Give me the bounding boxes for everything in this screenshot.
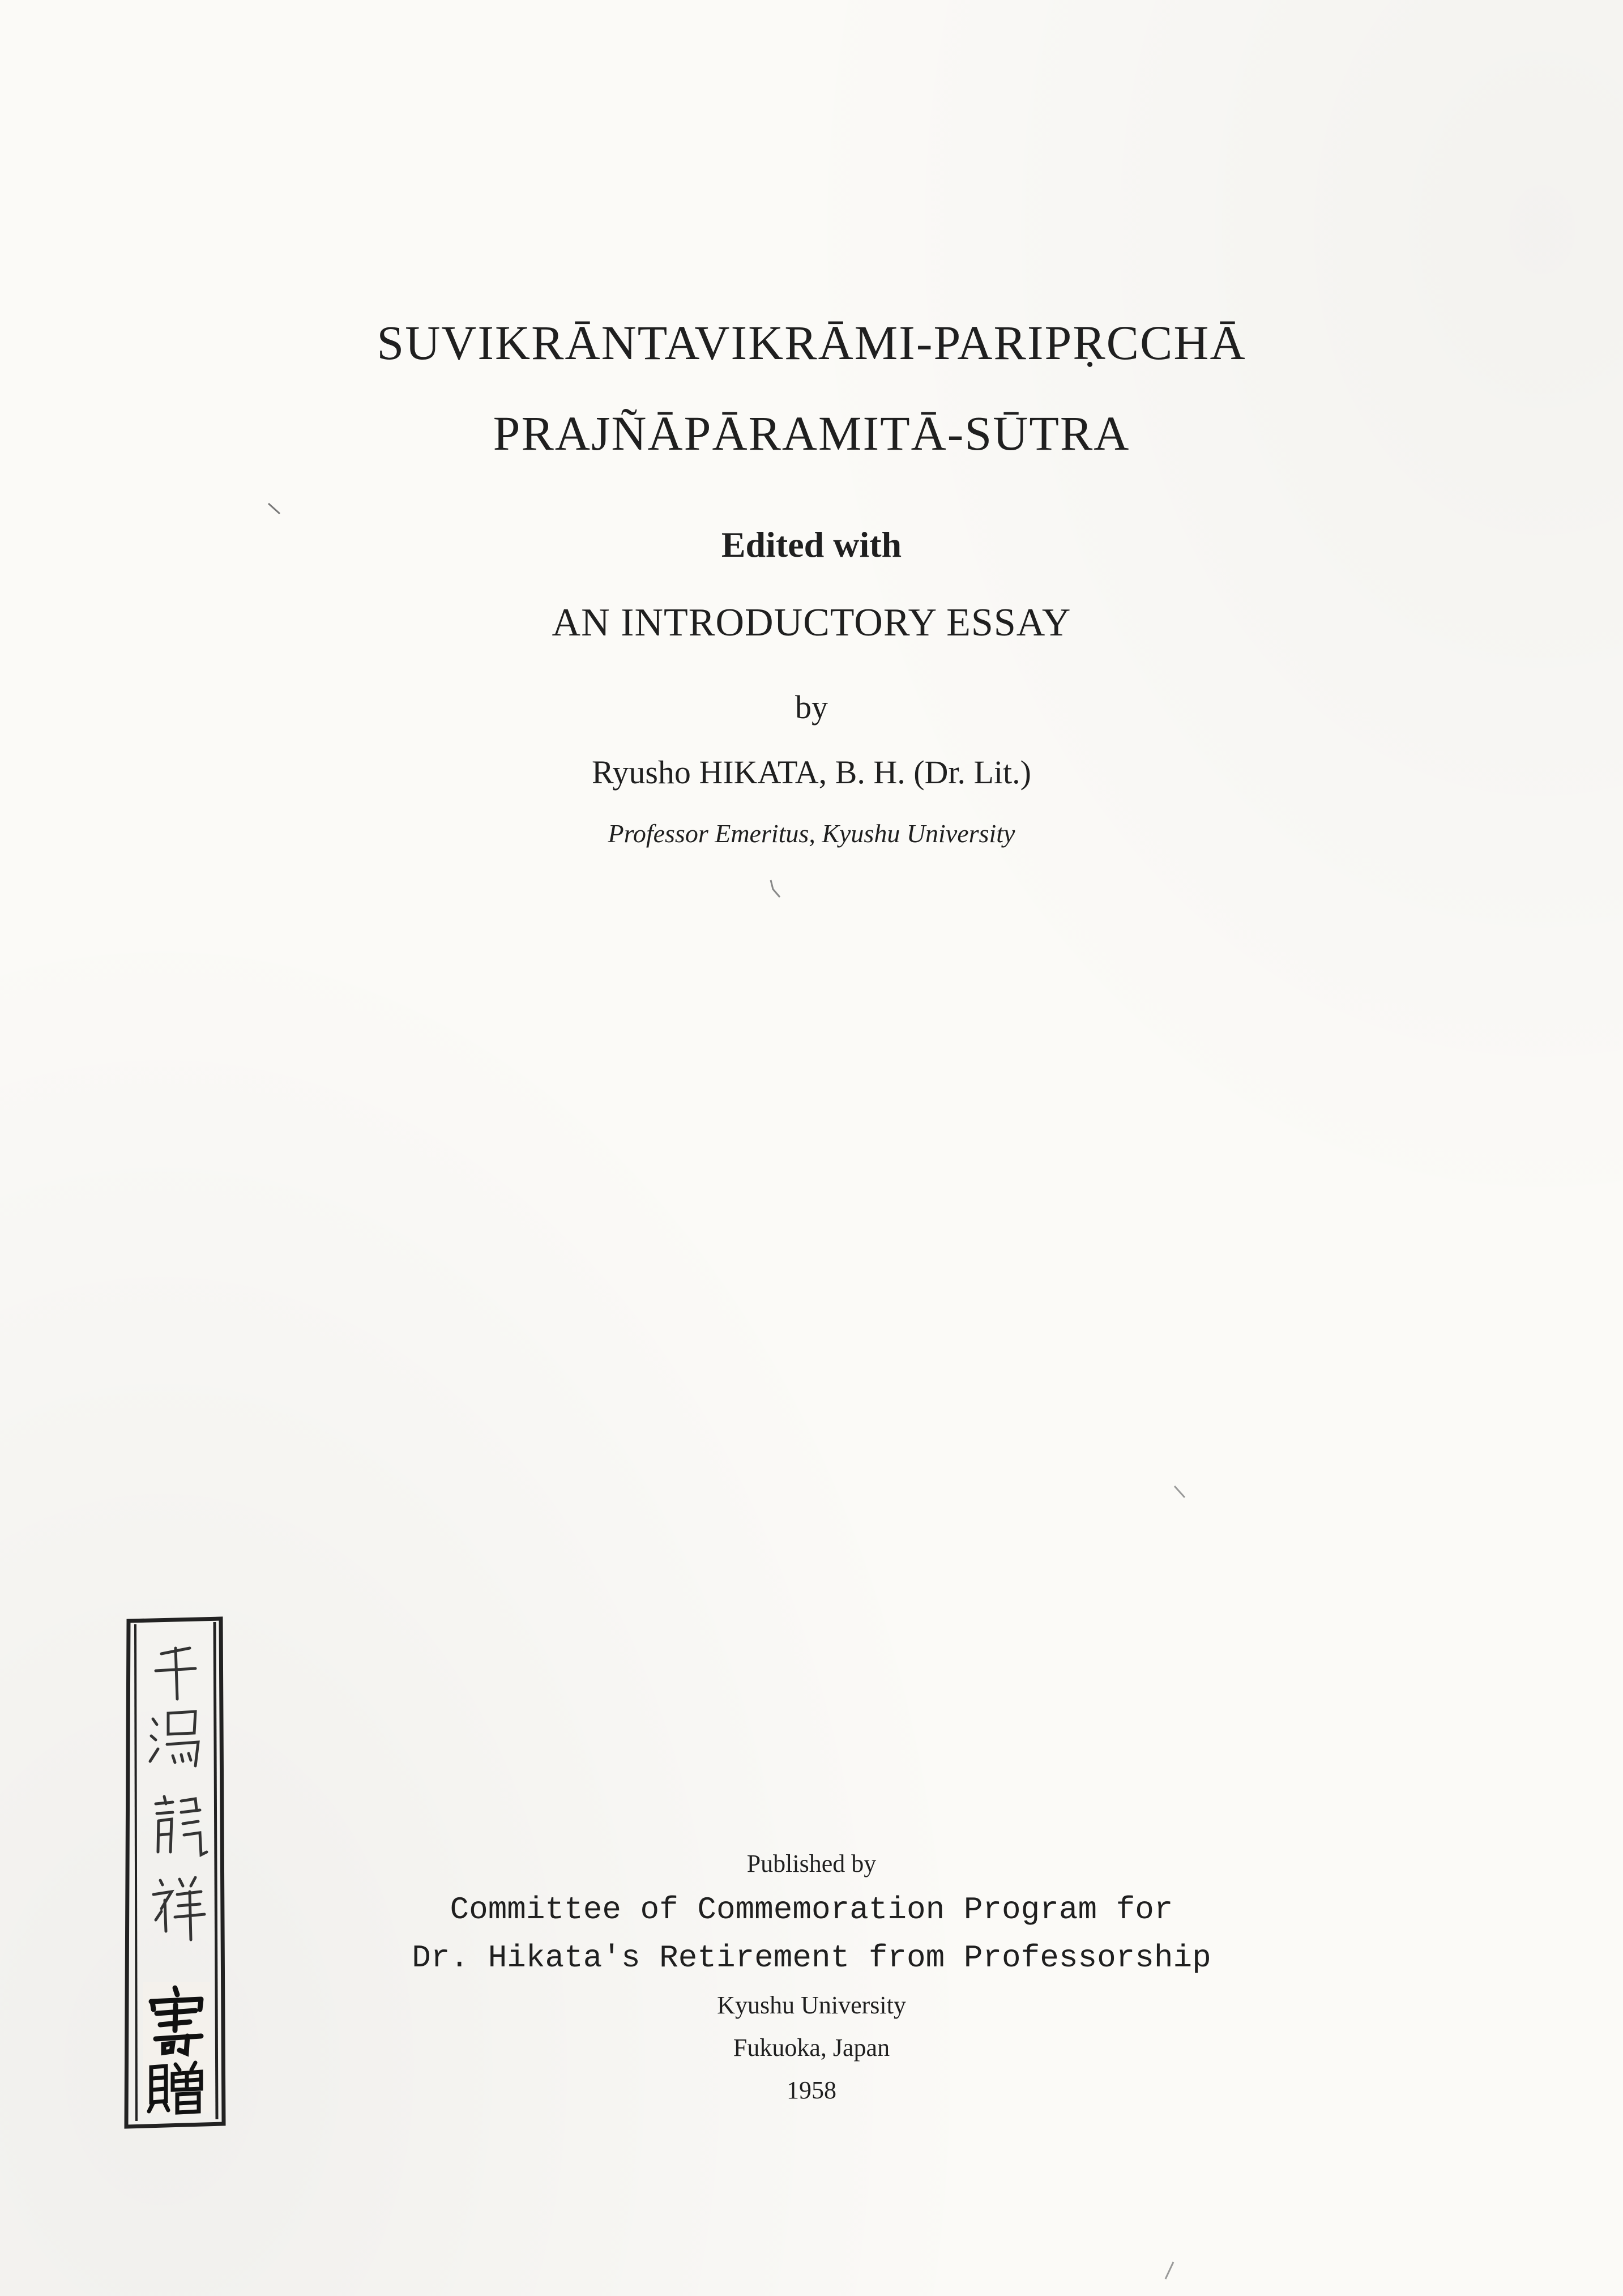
scan-mark-icon (266, 501, 283, 518)
title-line-2: PRAJÑĀPĀRAMITĀ-SŪTRA (493, 406, 1130, 460)
edited-with: Edited with (721, 524, 902, 565)
scan-mark-icon (1161, 2260, 1178, 2282)
scan-mark-icon (1172, 1484, 1189, 1501)
published-by: Published by (746, 1850, 877, 1877)
publication-year: 1958 (787, 2076, 836, 2104)
title-line-1: SUVIKRĀNTAVIKRĀMI-PARIPṚCCHĀ (377, 315, 1246, 370)
scan-mark-icon (767, 878, 784, 901)
by-label: by (795, 689, 828, 725)
donation-seal-icon (116, 1614, 232, 2129)
publisher-university: Kyushu University (717, 1991, 906, 2019)
publisher-retirement: Dr. Hikata's Retirement from Professorship (412, 1940, 1211, 1976)
affiliation: Professor Emeritus, Kyushu University (608, 819, 1015, 848)
subtitle: AN INTRODUCTORY ESSAY (552, 601, 1071, 645)
publisher-committee: Committee of Commemoration Program for (450, 1892, 1173, 1928)
publisher-city: Fukuoka, Japan (733, 2034, 890, 2062)
author: Ryusho HIKATA, B. H. (Dr. Lit.) (591, 754, 1031, 791)
